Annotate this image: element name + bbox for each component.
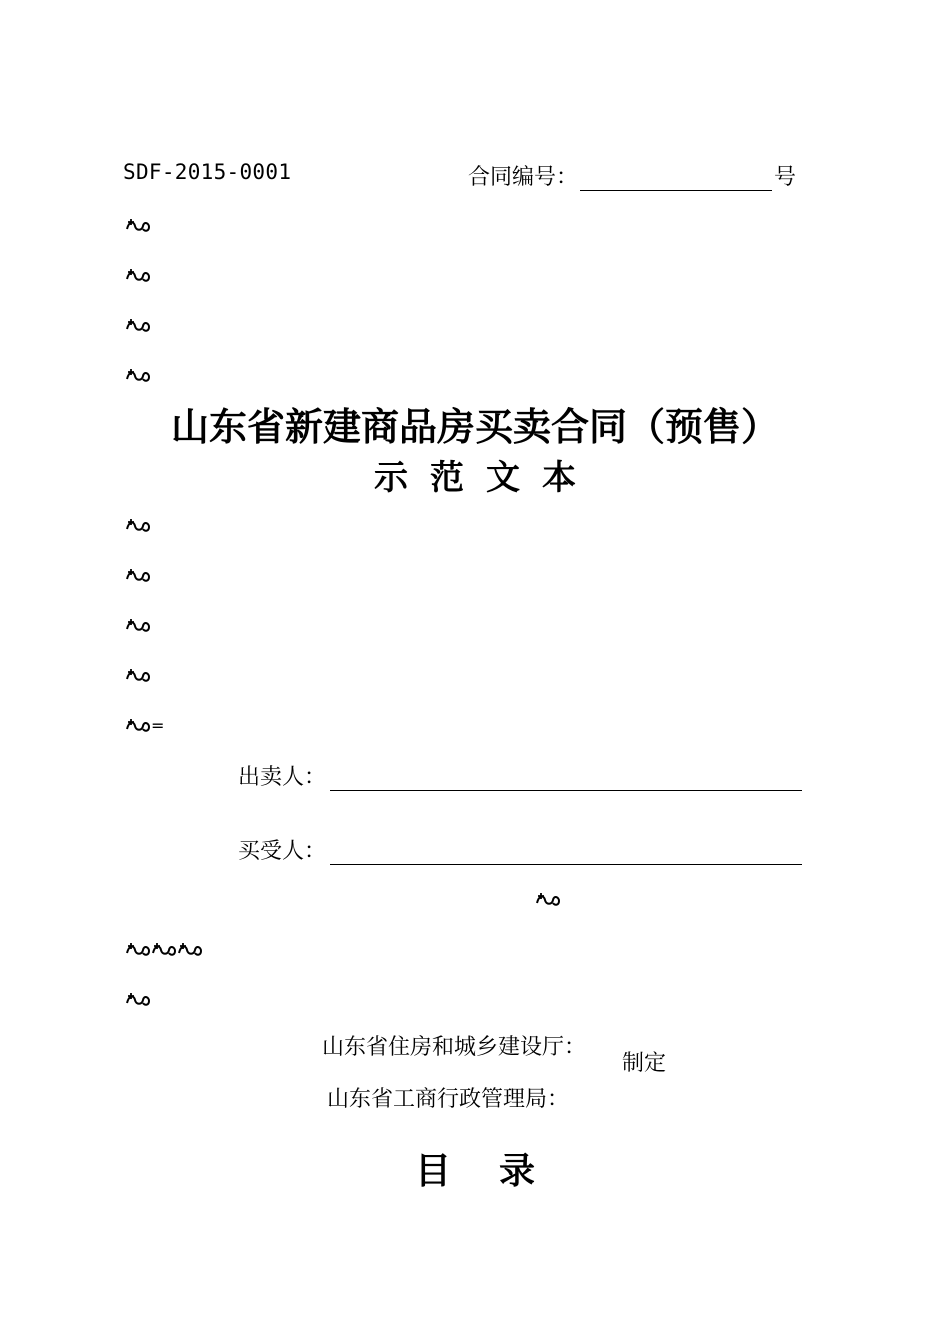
contract-number-label: 合同编号：: [468, 165, 579, 190]
issuer-2-name: 山东省工商行政管理局: [327, 1087, 548, 1112]
ornament-glyph-row: [125, 939, 203, 961]
seller-label: 出卖人：: [238, 765, 327, 790]
document-code: SDF-2015-0001: [123, 160, 292, 184]
issuer-1-name: 山东省住房和城乡建设厅: [322, 1035, 565, 1060]
contract-number-field: [468, 160, 796, 191]
ornament-glyph-icon: [125, 515, 151, 537]
buyer-label: 买受人：: [238, 839, 327, 864]
ornament-mark-with-equal: [125, 715, 164, 737]
ornament-glyph-icon: [535, 889, 561, 911]
ornament-glyph-icon: [125, 989, 151, 1011]
ornament-glyph-icon: [125, 315, 151, 337]
issuer-commerce-bureau: [327, 1082, 569, 1113]
issuer-2-colon: ：: [547, 1087, 570, 1112]
ornament-glyph-icon: [177, 941, 203, 959]
seller-input-line[interactable]: [330, 764, 802, 791]
ornament-glyph-icon: [125, 615, 151, 637]
buyer-field: [238, 834, 802, 865]
ornament-glyph-icon: [125, 265, 151, 287]
document-subtitle: 示范文本: [374, 458, 598, 498]
ornament-glyph-icon: [125, 565, 151, 587]
issuer-housing-department: [322, 1030, 586, 1061]
buyer-input-line[interactable]: [330, 838, 802, 865]
ornament-glyph-icon: [125, 665, 151, 687]
equal-mark: =: [151, 716, 165, 735]
contract-number-blank: [580, 164, 772, 191]
contract-number-suffix: 号: [774, 165, 797, 190]
ornament-glyph-icon: [151, 941, 177, 959]
ornament-glyph-icon: [125, 941, 151, 959]
issuer-1-colon: ：: [564, 1035, 587, 1060]
ornament-glyph-icon: [125, 717, 151, 735]
ornament-glyph-icon: [125, 215, 151, 237]
table-of-contents-title: 目录: [414, 1150, 583, 1192]
document-title: 山东省新建商品房买卖合同（预售）: [170, 404, 779, 449]
seller-field: [238, 760, 802, 791]
issued-label: 制定: [622, 1051, 667, 1076]
ornament-glyph-icon: [125, 365, 151, 387]
